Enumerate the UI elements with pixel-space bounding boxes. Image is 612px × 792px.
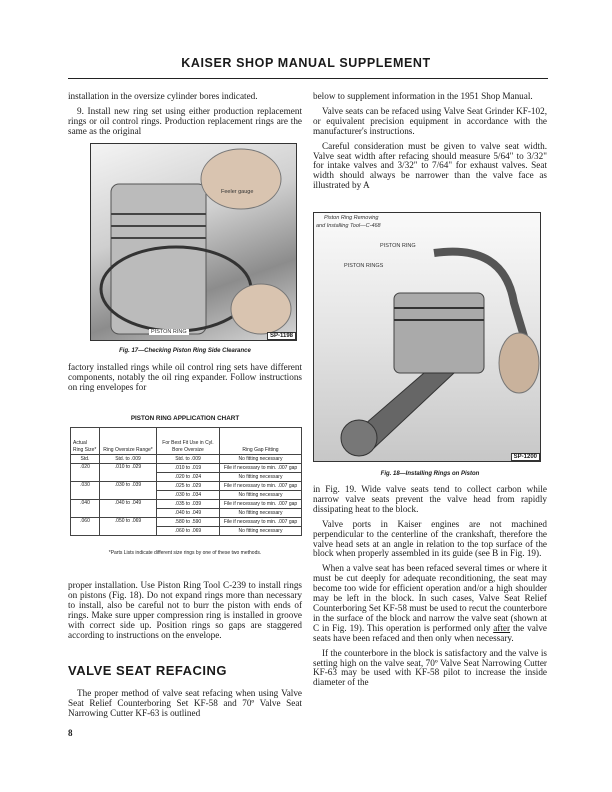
paragraph: 9. Install new ring set using either production replacement rings or oil control rings. Production replacement rings are the same as the original xyxy=(68,105,302,136)
piston-ring-label: PISTON RING xyxy=(380,243,416,249)
section-heading: VALVE SEAT REFACING xyxy=(68,663,228,678)
table-row xyxy=(71,482,302,491)
table-row xyxy=(71,518,302,527)
cell-bore: .030 to .034 xyxy=(157,491,220,500)
table-row xyxy=(71,500,302,509)
cell-range: .030 to .039 xyxy=(100,482,157,500)
cell-gap: File if necessary to min. .007 gap xyxy=(220,482,302,491)
cell-size: Std. xyxy=(71,455,100,464)
cell-gap: No fitting necessary xyxy=(220,527,302,536)
left-column-mid xyxy=(68,363,302,398)
table-row xyxy=(71,455,302,464)
cell-bore: .010 to .019 xyxy=(157,464,220,473)
cell-bore: .020 to .024 xyxy=(157,473,220,482)
cell-bore: .060 to .069 xyxy=(157,527,220,536)
figure-tag: SP-1200 xyxy=(511,453,540,461)
right-column-bottom xyxy=(313,485,547,693)
cell-gap: No fitting necessary xyxy=(220,473,302,482)
cell-range: .040 to .049 xyxy=(100,500,157,518)
figure-17-photo xyxy=(90,143,297,341)
left-column-lower xyxy=(68,581,302,645)
piston-rings-label: PISTON RINGS xyxy=(344,263,384,269)
figure-tag: SP-1198 xyxy=(267,332,296,340)
emphasis-after: after xyxy=(493,622,511,633)
cell-bore: Std. to .009 xyxy=(157,455,220,464)
paragraph-text: the valve seats have been refaced and then only when necessary. xyxy=(313,622,548,643)
cell-gap: File if necessary to min. .007 gap xyxy=(220,518,302,527)
paragraph-text: When a valve seat has been refaced several times or where it must be cut deeply for adequate reconditioning, the seat may become too wide for efficient operation and/or a high shoulder may be left in the block. In such cases, Valve Seat Relief Counterboring Set KF-58 must be used to recut the counterbore in the surface of the block and narrow the valve seat (shown at C in Fig. 19). This operation is performed only xyxy=(313,563,547,633)
tool-label-line2: and Installing Tool—C-468 xyxy=(316,223,381,229)
column-header: Ring Gap Fitting xyxy=(220,428,302,455)
paragraph: factory installed rings while oil control ring sets have different components, notably the oil ring expander. Follow instructions on ring envelopes for xyxy=(68,362,302,392)
page-header-title: KAISER SHOP MANUAL SUPPLEMENT xyxy=(181,56,431,70)
paragraph: proper installation. Use Piston Ring Tool C-239 to install rings on pistons (Fig. 18). Do not expand rings more than necessary to install, also be careful not to burr the piston with ends of rings. Make sure upper compression ring is installed in groove with correct side up. Position rings so gaps are staggered according to instructions on the envelope. xyxy=(68,580,302,640)
paragraph: Careful consideration must be given to valve seat width. Valve seat width after refacing should measure 5/64" to 3/32" for intake valves and 3/32" to 7/64" for exhaust valves. Seat width should always be narrower than the valve face as illustrated by A xyxy=(313,140,547,191)
chart-footnote: *Parts Lists indicate different size rings by one of these two methods. xyxy=(108,550,262,556)
cell-range: .010 to .029 xyxy=(100,464,157,482)
cell-size: .060 xyxy=(71,518,100,536)
paragraph: Valve seats can be refaced using Valve Seat Grinder KF-102, or equivalent precision equipment in accordance with the manufacturer's instructions. xyxy=(313,105,547,136)
column-header: For Best Fit Use in Cyl. Bore Oversize xyxy=(157,428,220,455)
piston-ring-illustration xyxy=(91,144,296,340)
cell-size: .020 xyxy=(71,464,100,482)
piston-ring-label: PISTON RING xyxy=(151,329,187,335)
column-header: Ring Oversize Range* xyxy=(100,428,157,455)
cell-gap: No fitting necessary xyxy=(220,491,302,500)
paragraph: The proper method of valve seat refacing when using Valve Seat Relief Counterboring Set KF-58 and 70º Valve Seat Narrowing Cutter KF-63 is outlined xyxy=(68,688,302,718)
figure-18-photo xyxy=(313,212,541,462)
left-column-top xyxy=(68,92,302,142)
cell-gap: File if necessary to min. .007 gap xyxy=(220,464,302,473)
right-column-top xyxy=(313,92,547,196)
paragraph: in Fig. 19. Wide valve seats tend to collect carbon while narrow valve seats prevent the valve head from rapidly dissipating heat to the block. xyxy=(313,484,547,514)
column-header: Actual Ring Size* xyxy=(71,428,100,455)
cell-bore: .580 to .590 xyxy=(157,518,220,527)
paragraph: below to supplement information in the 1951 Shop Manual. xyxy=(313,91,533,101)
cell-range: .050 to .069 xyxy=(100,518,157,536)
cell-bore: .035 to .039 xyxy=(157,500,220,509)
cell-gap: No fitting necessary xyxy=(220,509,302,518)
paragraph xyxy=(313,564,547,643)
cell-gap: File if necessary to min. .007 gap xyxy=(220,500,302,509)
table-row xyxy=(71,464,302,473)
cell-size: .040 xyxy=(71,500,100,518)
feeler-gauge-label: Feeler gauge xyxy=(221,189,254,195)
paragraph: installation in the oversize cylinder bores indicated. xyxy=(68,91,258,101)
cell-gap: No fitting necessary xyxy=(220,455,302,464)
cell-bore: .040 to .049 xyxy=(157,509,220,518)
paragraph: If the counterbore in the block is satisfactory and the valve is setting high on the valve seat, 70º Valve Seat Narrowing Cutter KF-63 may be used with KF-58 pilot to increase the inside diameter of the xyxy=(313,647,547,688)
figure-17-caption: Fig. 17—Checking Piston Ring Side Clearance xyxy=(119,348,251,354)
piston-ring-application-chart xyxy=(70,427,302,536)
cell-size: .030 xyxy=(71,482,100,500)
page-number: 8 xyxy=(68,728,73,738)
figure-18-caption: Fig. 18—Installing Rings on Piston xyxy=(380,471,480,477)
cell-bore: .025 to .029 xyxy=(157,482,220,491)
chart-title: PISTON RING APPLICATION CHART xyxy=(130,415,240,422)
tool-label-line1: Piston Ring Removing xyxy=(324,215,379,221)
left-column-bottom xyxy=(68,689,302,724)
piston-install-illustration xyxy=(314,213,540,461)
paragraph: Valve ports in Kaiser engines are not machined perpendicular to the centerline of the crankshaft, therefore the valve head sets at an angle in relation to the top surface of the block when properly assembled in its guide (see B in Fig. 19). xyxy=(313,518,547,559)
cell-range: Std. to .009 xyxy=(100,455,157,464)
header-rule xyxy=(68,78,548,79)
